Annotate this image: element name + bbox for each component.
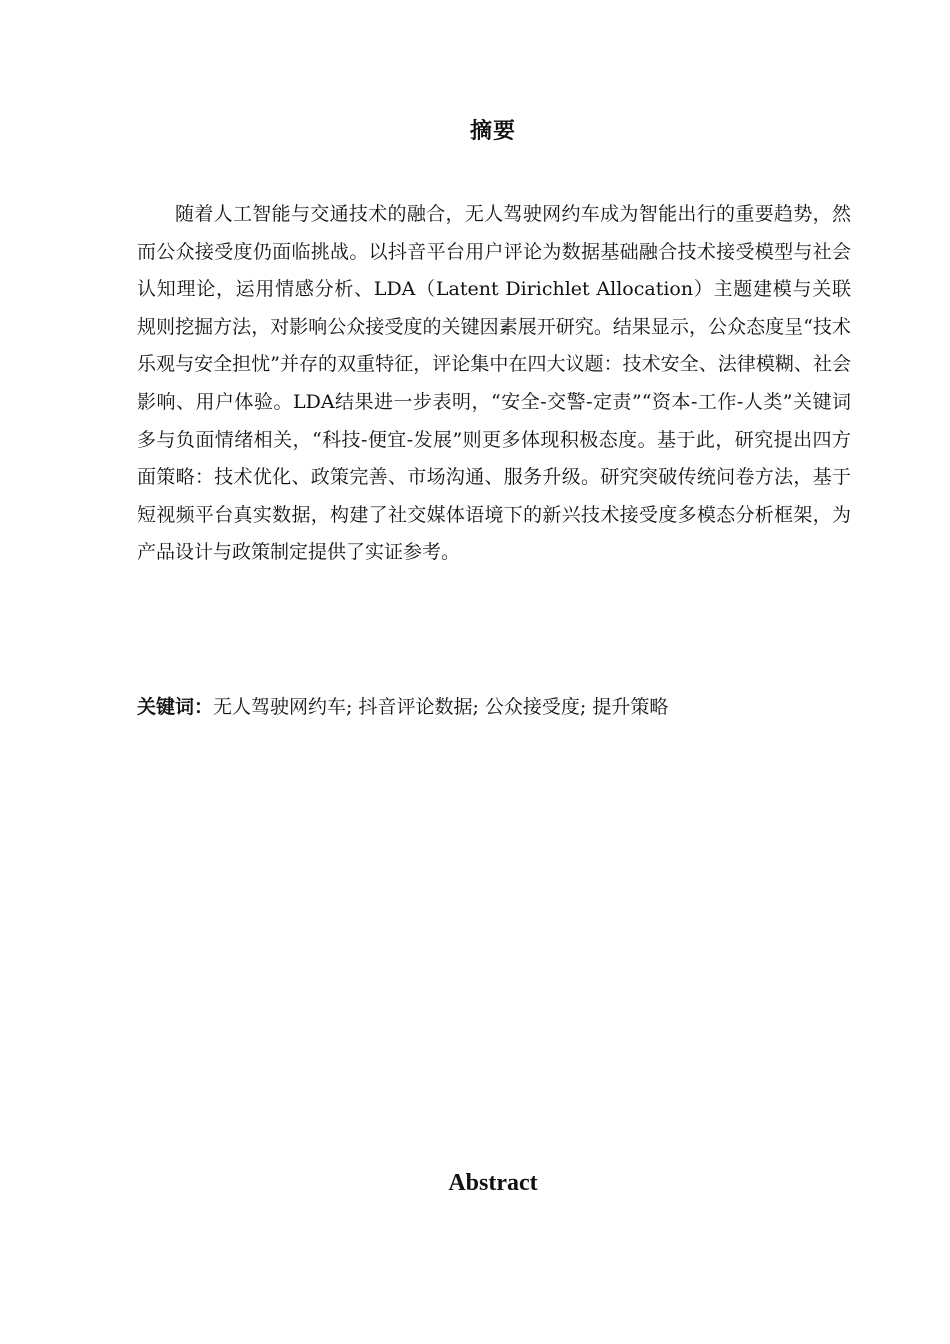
chinese-abstract-title: 摘要: [469, 119, 516, 144]
keywords-label: 关键词：: [137, 696, 214, 718]
chinese-abstract-body: 随着人工智能与交通技术的融合，无人驾驶网约车成为智能出行的重要趋势，然而公众接受度仍面临挑战。以抖音平台用户评论为数据基础融合技术接受模型与社会认知理论，运用情感分析、LDA（Latent Dirichlet Allocation）主题建模与关联规则挖掘方法，对影响公众接受度的关键因素展开研究。结果显示，公众态度呈“技术乐观与安全担忧”并存的双重特征，评论集中在四大议题：技术安全、法律模糊、社会影响、用户体验。LDA结果进一步表明，“安全-交警-定责”“资本-工作-人类”关键词多与负面情绪相关，“科技-便宜-发展”则更多体现积极态度。基于此，研究提出四方面策略：技术优化、政策完善、市场沟通、服务升级。研究突破传统问卷方法，基于短视频平台真实数据，构建了社交媒体语境下的新兴技术接受度多模态分析框架，为产品设计与政策制定提供了实证参考。: [137, 203, 851, 564]
english-abstract-title: Abstract: [448, 1170, 538, 1196]
keywords-line: [137, 691, 851, 723]
keywords-text: 无人驾驶网约车; 抖音评论数据; 公众接受度; 提升策略: [213, 696, 669, 718]
